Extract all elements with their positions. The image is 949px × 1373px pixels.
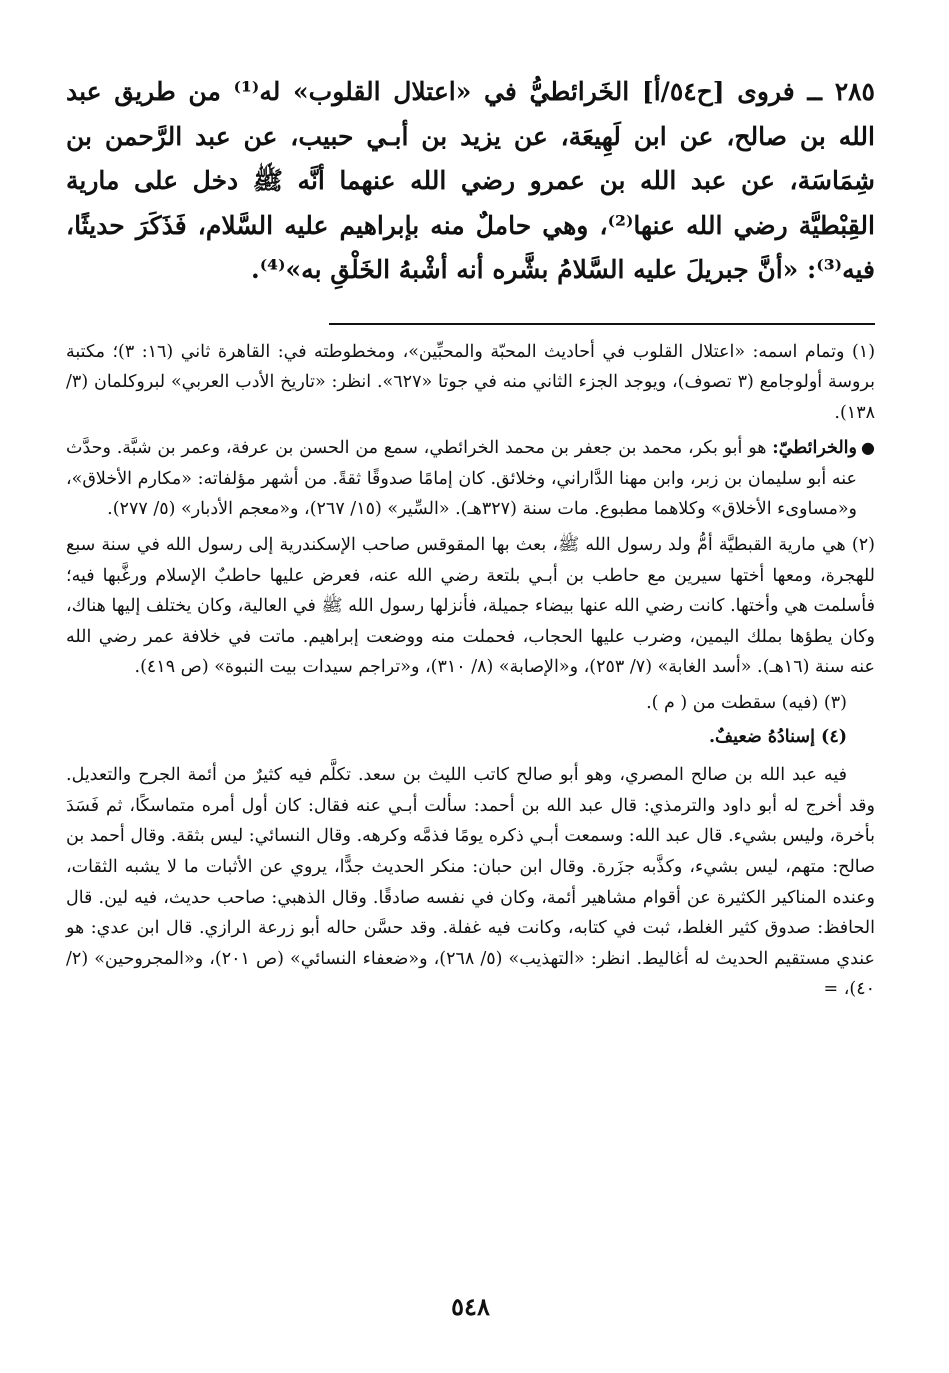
footnotes-section (66, 337, 875, 1005)
bullet-icon: ● (861, 438, 875, 458)
footnote-1: (١) وتمام اسمه: «اعتلال القلوب في أحاديث المحبّة والمحبِّين»، ومخطوطته في: القاهرة ثاني (١٦: ٣)؛ مكتبة بروسة أولوجامع (٣ تصوف)، ويوجد الجزء الثاني منه في جوتا «٦٢٧». انظر: «تاريخ الأدب العربي» لبروكلمان (٣/ ١٣٨). (66, 341, 876, 423)
footnote-3: (٣) (فيه) سقطت من ( م ). (646, 693, 847, 714)
footnote-bullet-kharaiti (66, 433, 875, 525)
footnote-bullet-text: هو أبو بكر، محمد بن جعفر بن محمد الخرائطي، سمع من الحسن بن عرفة، وعمر بن شبَّة. وحدَّث عنه أبو سليمان بن زبر، وابن مهنا الدَّاراني، وخلائق. كان إمامًا صدوقًا ثقةً. من أشهر مؤلفاته: «مكارم الأخلاق»، و«مساوىء الأخلاق» وكلاهما مطبوع. مات سنة (٣٢٧هـ). «السِّير» (١٥/ ٢٦٧)، و«معجم الأدبار» (٥/ ٢٧٧). (66, 438, 857, 520)
footnote-2: (٢) هي مارية القبطيَّة أمُّ ولد رسول الله ﷺ، بعث بها المقوقس صاحب الإسكندرية إلى رسول الله في سنة سبع للهجرة، ومعها أختها سيرين مع حاطب بن أبـي بلتعة رضي الله عنه، فعرض عليها حاطبٌ الإسلام ورغَّبها فيه؛ فأسلمت هي وأختها. كانت رضي الله عنها بيضاء جميلة، فأنزلها رسول الله ﷺ في العالية، وكان يختلف إليها هناك، وكان يطؤها بملك اليمين، وضرب عليها الحجاب، فحملت منه ووضعت إبراهيم. ماتت في خلافة عمر رضي الله عنه سنة (١٦هـ). «أسد الغابة» (٧/ ٢٥٣)، و«الإصابة» (٨/ ٣١٠)، و«تراجم سيدات بيت النبوة» (ص ٤١٩). (66, 535, 875, 678)
footnote-separator (329, 323, 875, 325)
footnote-4-discussion: فيه عبد الله بن صالح المصري، وهو أبو صالح كاتب الليث بن سعد. تكلَّم فيه كثيرٌ من أئمة الجرح والتعديل. وقد أخرج له أبو داود والترمذي: قال عبد الله بن أحمد: سألت أبـي عنه فقال: كان أول أمره متماسكًا، ثم فَسَدَ بأخرة، وليس بشيء. قال عبد الله: وسمعت أبـي ذكره يومًا فذمَّه وكرهه. وقال النسائي: ليس بثقة. وقال أحمد بن صالح: متهم، ليس بشيء، وكذَّبه جزَرة. وقال ابن حبان: منكر الحديث جدًّا، يروي عن الأثبات ما لا يشبه الثقات، وعنده المناكير الكثيرة عن أقوام مشاهير أئمة، وكان في نفسه صادقًا. وقال الذهبي: صاحب حديث، فيه لين. قال الحافظ: صدوق كثير الغلط، ثبت في كتابه، وكانت فيه غفلة. وقد حسَّن حاله أبو زرعة الرازي. قال ابن عدي: هو عندي مستقيم الحديث له أغاليط. انظر: «التهذيب» (٥/ ٢٦٨)، و«ضعفاء النسائي» (ص ٢٠١)، و«المجروحين» (٢/ ٤٠)، = (66, 765, 875, 1000)
page-content (66, 70, 875, 1343)
hadith-paragraph (66, 70, 875, 293)
hadith-number: ٢٨٥ (834, 77, 875, 106)
hadith-text: ــ فروى [ح٥٤/أ] الخَرائطيُّ في «اعتلال القلوب» له⁽¹⁾ من طريق عبد الله بن صالح، عن ابن لَهِيعَة، عن يزيد بن أبـي حبيب، عن عبد الرَّحمن بن شِمَاسَة، عن عبد الله بن عمرو رضي الله عنهما أنَّه ﷺ دخل على مارية القِبْطيَّة رضي الله عنها⁽²⁾، وهي حاملٌ منه بإبراهيم عليه السَّلام، فَذَكَرَ حديثًا، فيه⁽³⁾: «أنَّ جبريلَ عليه السَّلامُ بشَّره أنه أشْبهُ الخَلْقِ به»⁽⁴⁾. (66, 77, 875, 284)
footnote-bullet-title: والخرائطيّ: (772, 438, 857, 459)
page-number: ٥٤٨ (451, 1292, 490, 1321)
footnote-4: (٤) إسنادُهُ ضعيفٌ. (708, 726, 847, 747)
